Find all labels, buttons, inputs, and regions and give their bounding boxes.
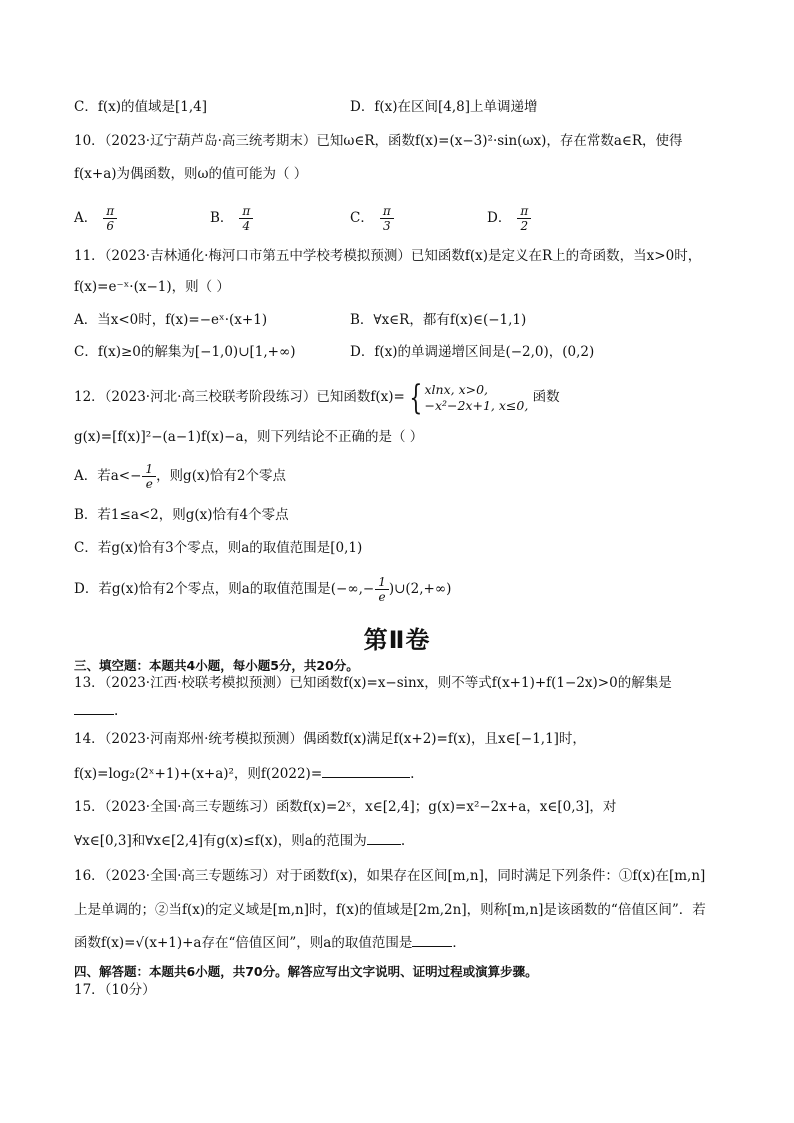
q11-option-a: A．当x<0时，f(x)=−eˣ·(x+1) xyxy=(74,312,268,328)
section-title: 第Ⅱ卷 xyxy=(363,626,431,654)
q9-option-c: C．f(x)的值域是[1,4] xyxy=(74,99,207,115)
q11-option-d: D．f(x)的单调递增区间是(−2,0)，(0,2) xyxy=(350,344,595,360)
part3-heading: 三、填空题：本题共4小题，每小题5分，共20分。 xyxy=(74,658,359,673)
q11-stem-line2: f(x)=e⁻ˣ·(x−1)，则（ ） xyxy=(74,279,230,295)
q12-stem-line1: 12．（2023·河北·高三校联考阶段练习）已知函数f(x)= { xlnx, x>0, −x²−2x+1, x≤0, 函数 xyxy=(74,377,560,418)
q10-stem-line2: f(x+a)为偶函数，则ω的值可能为（ ） xyxy=(74,166,308,182)
answer-blank[interactable] xyxy=(322,763,410,778)
q11-stem-line1: 11．（2023·吉林通化·梅河口市第五中学校考模拟预测）已知函数f(x)是定义在R上的奇函数，当x>0时， xyxy=(74,248,702,264)
q11-option-b: B．∀x∈R，都有f(x)∈(−1,1) xyxy=(350,312,527,328)
q13-answer-line: . xyxy=(74,700,118,721)
q13-stem-line1: 13．（2023·江西·校联考模拟预测）已知函数f(x)=x−sinx，则不等式f(x+1)+f(1−2x)>0的解集是 xyxy=(74,675,672,691)
q10-option-b: B． $\frac{\pi}{4}$ xyxy=(210,204,253,233)
q11-option-c: C．f(x)≥0的解集为[−1,0)∪[1,+∞) xyxy=(74,344,296,360)
q15-stem-line1: 15．（2023·全国·高三专题练习）函数f(x)=2ˣ，x∈[2,4]；g(x)=x²−2x+a，x∈[0,3]，对 xyxy=(74,799,617,815)
answer-blank[interactable] xyxy=(412,932,452,947)
q14-stem-line1: 14．（2023·河南郑州·统考模拟预测）偶函数f(x)满足f(x+2)=f(x)，且x∈[−1,1]时， xyxy=(74,731,586,747)
q16-stem-line3: 函数f(x)=√(x+1)+a存在“倍值区间”，则a的取值范围是 ． xyxy=(74,932,466,953)
q9-option-d: D．f(x)在区间[4,8]上单调递增 xyxy=(350,99,538,115)
q17-stem: 17．（10分） xyxy=(74,982,156,998)
answer-blank[interactable] xyxy=(74,700,114,715)
q12-option-b: B．若1≤a<2，则g(x)恰有4个零点 xyxy=(74,507,289,523)
q10-option-c: C． $\frac{\pi}{3}$ xyxy=(350,204,394,233)
q16-stem-line2: 上是单调的；②当f(x)的定义域是[m,n]时，f(x)的值域是[2m,2n]，则称[m,n]是该函数的“倍值区间”．若 xyxy=(74,902,706,918)
q10-option-d: D． $\frac{\pi}{2}$ xyxy=(487,204,531,233)
q12-option-d: D．若g(x)恰有2个零点，则a的取值范围是(−∞,− $\frac{1}{e}$ )∪(2,+∞) xyxy=(74,575,452,604)
q15-stem-line2: ∀x∈[0,3]和∀x∈[2,4]有g(x)≤f(x)，则a的范围为 . xyxy=(74,830,405,851)
piecewise-definition: { xlnx, x>0, −x²−2x+1, x≤0, xyxy=(409,377,529,418)
q12-stem-line2: g(x)=[f(x)]²−(a−1)f(x)−a，则下列结论不正确的是（ ） xyxy=(74,429,424,445)
q12-option-c: C．若g(x)恰有3个零点，则a的取值范围是[0,1) xyxy=(74,540,363,556)
part4-heading: 四、解答题：本题共6小题，共70分。解答应写出文字说明、证明过程或演算步骤。 xyxy=(74,964,538,979)
q10-option-a: A． $\frac{\pi}{6}$ xyxy=(74,204,117,233)
q14-stem-line2: f(x)=log₂(2ˣ+1)+(x+a)²，则f(2022)= . xyxy=(74,763,414,784)
q10-stem-line1: 10．（2023·辽宁葫芦岛·高三统考期末）已知ω∈R，函数f(x)=(x−3)²·sin(ωx)，存在常数a∈R，使得 xyxy=(74,133,683,149)
q12-option-a: A．若a<− $\frac{1}{e}$ ，则g(x)恰有2个零点 xyxy=(74,462,286,491)
q16-stem-line1: 16．（2023·全国·高三专题练习）对于函数f(x)，如果存在区间[m,n]，同时满足下列条件：①f(x)在[m,n] xyxy=(74,868,706,884)
answer-blank[interactable] xyxy=(367,830,401,845)
